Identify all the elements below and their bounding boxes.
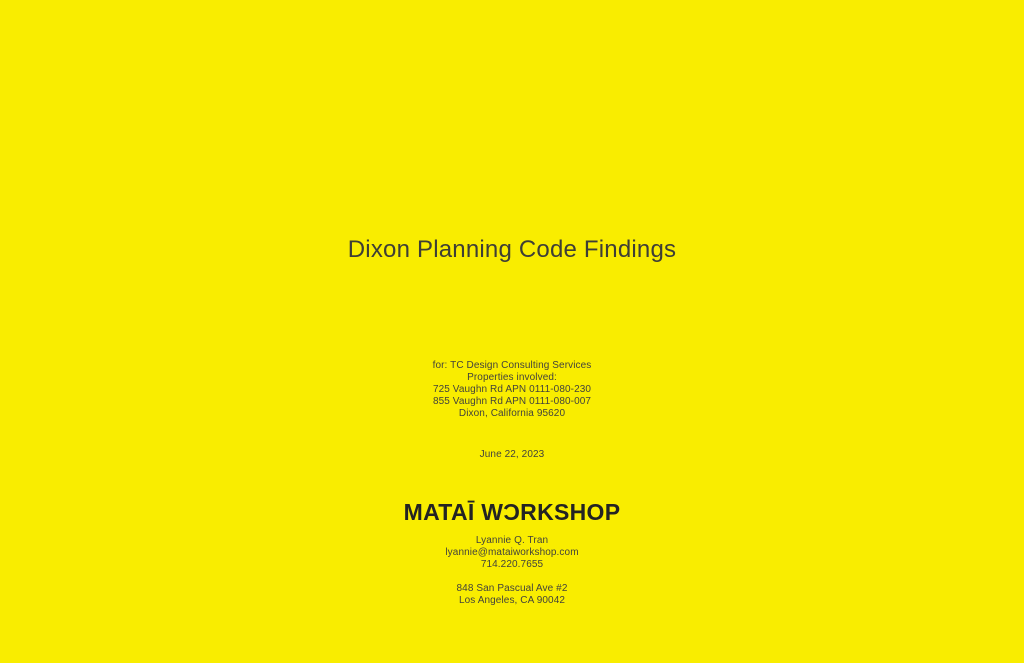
address-street: 848 San Pascual Ave #2 — [456, 583, 568, 594]
address-block — [0, 583, 1024, 607]
contact-email: lyannie@mataiworkshop.com — [445, 547, 579, 558]
client-line: for: TC Design Consulting Services — [432, 360, 592, 371]
client-properties-block — [0, 360, 1024, 420]
property-city-line: Dixon, California 95620 — [458, 408, 566, 419]
property-line-2: 855 Vaughn Rd APN 0111-080-007 — [432, 396, 592, 407]
contact-block — [0, 535, 1024, 571]
property-line-1: 725 Vaughn Rd APN 0111-080-230 — [432, 384, 592, 395]
properties-involved-label: Properties involved: — [467, 372, 557, 383]
contact-phone: 714.220.7655 — [480, 559, 544, 570]
document-date: June 22, 2023 — [479, 449, 545, 460]
address-city: Los Angeles, CA 90042 — [458, 595, 566, 606]
matai-workshop-logo: MATAĪ WƆRKSHOP — [403, 499, 621, 525]
page-title: Dixon Planning Code Findings — [347, 236, 677, 263]
contact-name: Lyannie Q. Tran — [475, 535, 549, 546]
